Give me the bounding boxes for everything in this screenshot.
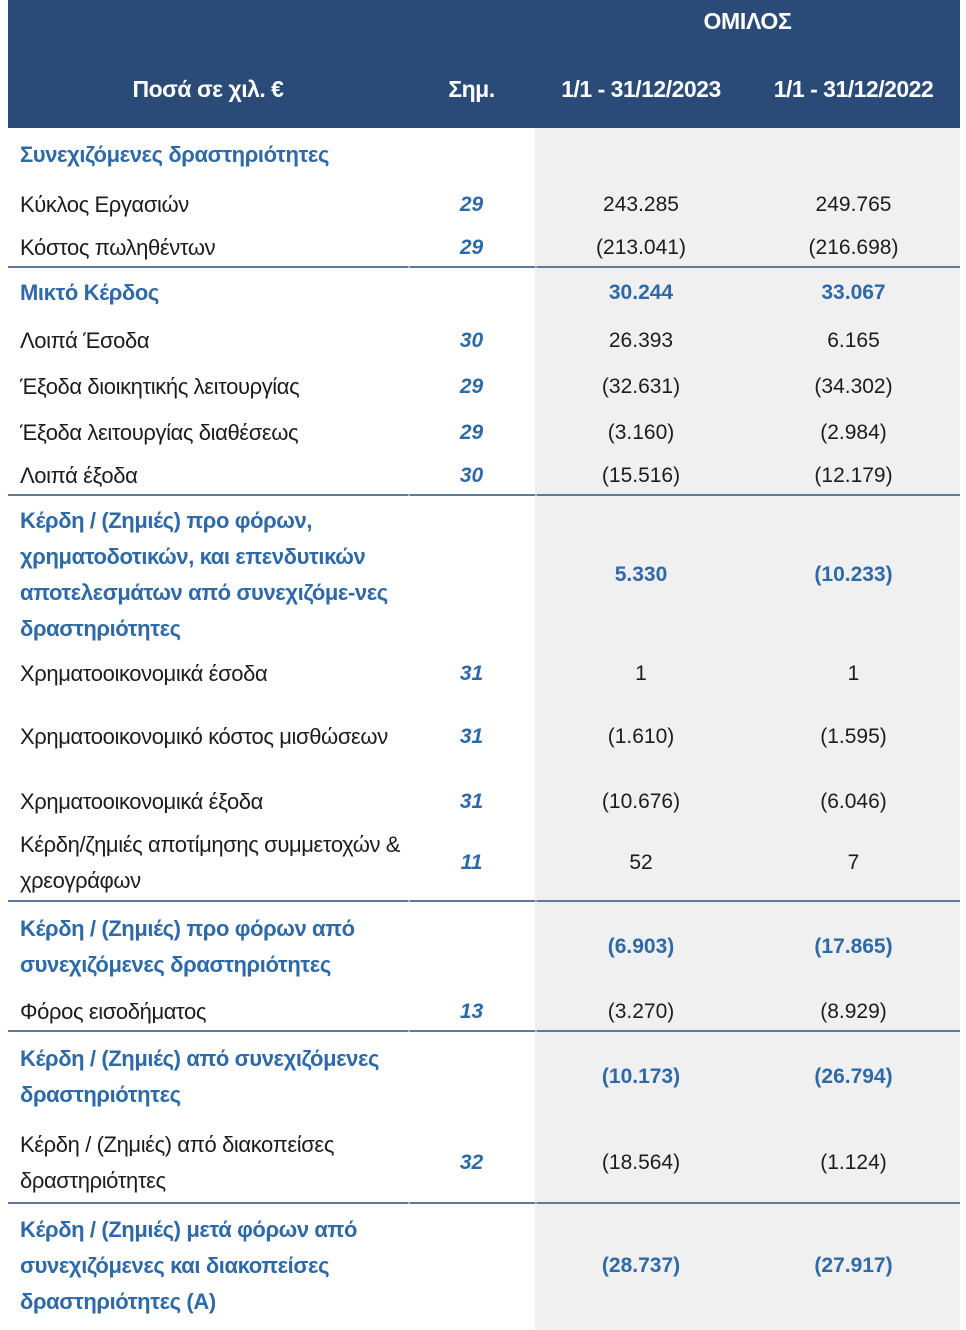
row-value-2022: 33.067: [821, 281, 886, 304]
table-row-subtotal: [8, 1032, 960, 1122]
row-label: Κόστος πωληθέντων: [20, 235, 216, 260]
table-header: [8, 0, 960, 128]
period-2023-column-header: 1/1 - 31/12/2023: [561, 76, 721, 102]
row-value-2022: 7: [847, 851, 860, 874]
row-label: Έξοδα λειτουργίας διαθέσεως: [20, 420, 299, 445]
row-value-2022: 249.765: [815, 193, 892, 216]
table-row: [8, 410, 960, 456]
row-note: 29: [459, 375, 484, 398]
row-value-2022: (26.794): [814, 1065, 893, 1088]
row-value-2023: (1.610): [607, 725, 675, 748]
table-row: [8, 780, 960, 824]
table-row: [8, 654, 960, 694]
row-value-2023: (3.270): [607, 1000, 675, 1023]
row-note: 11: [460, 851, 483, 874]
row-value-2022: (8.929): [820, 1000, 887, 1023]
row-label: Λοιπά Έσοδα: [20, 328, 150, 353]
row-note: 13: [459, 1000, 484, 1023]
table-row-subtotal: [8, 496, 960, 654]
row-note: 32: [459, 1151, 484, 1174]
row-label: Κέρδη / (Ζημιές) μετά φόρων από συνεχιζόμενες και διακοπείσες δραστηριότητες (Α): [20, 1217, 357, 1314]
table-row: [8, 182, 960, 228]
row-note: 31: [459, 662, 484, 685]
row-value-2023: (32.631): [601, 375, 681, 398]
row-label: Μικτό Κέρδος: [20, 280, 159, 305]
row-value-2023: (15.516): [601, 464, 681, 487]
row-note: 31: [459, 790, 484, 813]
row-value-2022: (216.698): [808, 236, 899, 259]
row-value-2022: (6.046): [820, 790, 887, 813]
row-label: Κέρδη / (Ζημιές) προ φόρων, χρηματοδοτικών, και επενδυτικών αποτελεσμάτων από συνεχιζόμε-νες δραστηριότητες: [20, 508, 388, 641]
row-value-2022: (27.917): [814, 1254, 893, 1277]
row-value-2023: (18.564): [601, 1151, 681, 1174]
row-label: Κέρδη/ζημιές αποτίμησης συμμετοχών & χρεογράφων: [20, 832, 401, 893]
table-row: [8, 228, 960, 268]
row-label: Χρηματοοικονομικό κόστος μισθώσεων: [20, 724, 388, 749]
row-value-2023: 1: [635, 662, 647, 685]
row-value-2023: (28.737): [601, 1254, 681, 1277]
row-label: Λοιπά έξοδα: [20, 463, 138, 488]
row-note: 30: [459, 329, 484, 352]
row-value-2022: (34.302): [814, 375, 893, 398]
row-label: Συνεχιζόμενες δραστηριότητες: [20, 142, 330, 167]
table-row-total: [8, 1204, 960, 1328]
table-row: [8, 824, 960, 902]
table-body: [8, 128, 960, 1328]
row-value-2023: 30.244: [608, 281, 674, 304]
row-value-2022: 6.165: [827, 329, 880, 352]
row-note: 31: [459, 725, 484, 748]
row-value-2022: (2.984): [820, 421, 887, 444]
row-label: Χρηματοοικονομικά έξοδα: [20, 789, 263, 814]
row-label: Κέρδη / (Ζημιές) από διακοπείσες δραστηριότητες: [20, 1132, 335, 1193]
row-label: Κέρδη / (Ζημιές) προ φόρων από συνεχιζόμενες δραστηριότητες: [20, 916, 355, 977]
row-value-2023: (213.041): [596, 236, 686, 259]
row-value-2023: 52: [629, 851, 653, 874]
row-label: Κύκλος Εργασιών: [20, 192, 189, 217]
row-label: Φόρος εισοδήματος: [20, 999, 207, 1024]
row-value-2023: 243.285: [603, 193, 679, 216]
row-value-2023: (3.160): [607, 421, 675, 444]
income-statement-table: [8, 0, 960, 1330]
period-2022-column-header: 1/1 - 31/12/2022: [773, 76, 934, 102]
row-note: 29: [459, 421, 484, 444]
row-note: 30: [459, 464, 484, 487]
row-value-2022: (1.595): [820, 725, 887, 748]
row-value-2023: 26.393: [608, 329, 674, 352]
row-value-2022: 1: [847, 662, 860, 685]
row-label: Κέρδη / (Ζημιές) από συνεχιζόμενες δραστηριότητες: [20, 1046, 380, 1107]
table-row: [8, 318, 960, 364]
group-title: ΟΜΙΛΟΣ: [703, 8, 792, 34]
row-value-2023: (6.903): [607, 935, 675, 958]
row-value-2022: (17.865): [814, 935, 893, 958]
note-column-header: Σημ.: [448, 76, 495, 102]
row-label: Χρηματοοικονομικά έσοδα: [20, 661, 268, 686]
table-row-section-heading: [8, 128, 960, 182]
row-note: 29: [459, 236, 484, 259]
table-row: [8, 992, 960, 1032]
row-value-2022: (12.179): [814, 464, 893, 487]
row-value-2023: 5.330: [614, 563, 668, 586]
table-row: [8, 1122, 960, 1204]
table-row-subtotal: [8, 902, 960, 992]
row-value-2023: (10.173): [601, 1065, 681, 1088]
table-row: [8, 456, 960, 496]
amounts-column-header: Ποσά σε χιλ. €: [132, 76, 284, 102]
table-row: [8, 364, 960, 410]
table-row-subtotal: [8, 268, 960, 318]
row-note: 29: [459, 193, 484, 216]
row-value-2022: (10.233): [814, 563, 893, 586]
row-label: Έξοδα διοικητικής λειτουργίας: [20, 374, 300, 399]
row-value-2023: (10.676): [601, 790, 681, 813]
row-value-2022: (1.124): [820, 1151, 887, 1174]
table-row: [8, 694, 960, 780]
